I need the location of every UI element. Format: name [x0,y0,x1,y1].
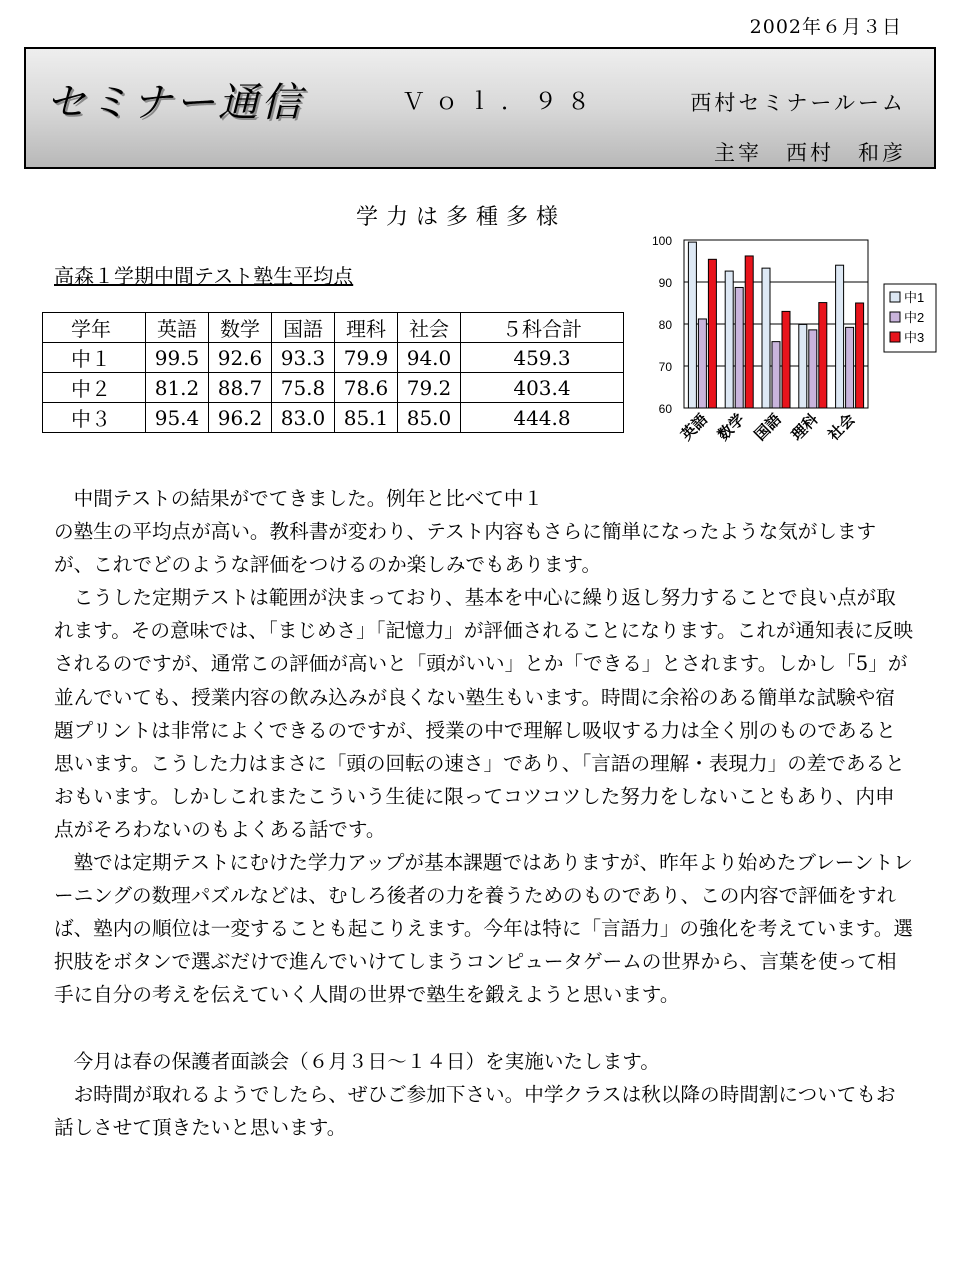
table-header-cell: 理科 [335,313,398,343]
volume-number: Ｖｏｌ．９８ [402,89,600,115]
table-cell: 79.9 [335,343,398,373]
bar [772,342,780,408]
table-cell: 93.3 [272,343,335,373]
y-tick-label: 80 [658,318,672,332]
table-header-cell: 社会 [398,313,461,343]
table-header-row [43,313,624,343]
paragraph: 塾では定期テストにむけた学力アップが基本課題ではありますが、昨年より始めたブレーントレーニングの数理パズルなどは、むしろ後者の力を養うためのものであり、この内容で評価をすれば、塾内の順位は一変することも起こりえます。今年は特に「言語力」の強化を考えています。選択肢をボタンで選ぶだけで進んでいけてしまうコンピュータゲームの世界から、言葉を使って相手に自分の考えを伝えていく人間の世界で塾生を鍛えようと思います。 [54,851,913,1007]
table-cell: 95.4 [146,403,209,433]
table-row [43,343,624,373]
table-cell: 85.1 [335,403,398,433]
legend-label: 中3 [904,330,925,345]
legend-label: 中1 [904,290,925,305]
paragraph: 今月は春の保護者面談会（６月３日～１４日）を実施いたします。 [73,1049,660,1073]
y-tick-label: 60 [658,402,672,416]
bar [688,242,696,408]
table-cell: 88.7 [209,373,272,403]
table-cell: 75.8 [272,373,335,403]
bar [762,268,770,408]
bar [698,319,706,408]
y-tick-label: 90 [658,276,672,290]
x-tick-label: 社会 [825,410,859,445]
table-cell: 92.6 [209,343,272,373]
bar [782,311,790,408]
table-cell: 78.6 [335,373,398,403]
article-title: 学力は多種多様 [356,205,567,230]
y-tick-label: 100 [651,234,672,248]
bar [725,271,733,408]
table-cell: 中２ [43,373,146,403]
bar [856,303,864,408]
table-header-cell: 数学 [209,313,272,343]
legend-swatch [890,332,900,342]
organization-name: 西村セミナールーム [690,91,906,115]
bar [809,330,817,408]
table-cell: 中１ [43,343,146,373]
issue-date: 2002年６月３日 [749,16,902,38]
table-cell: 444.8 [461,403,624,433]
table-cell: 94.0 [398,343,461,373]
y-tick-label: 70 [658,360,672,374]
paragraph: の塾生の平均点が高い。教科書が変わり、テスト内容もさらに簡単になったような気がしますが、これでどのような評価をつけるのか楽しみでもあります。 [54,520,877,577]
table-header-cell: 学年 [43,313,146,343]
table-cell: 403.4 [461,373,624,403]
table-cell: 85.0 [398,403,461,433]
paragraph: お時間が取れるようでしたら、ぜひご参加下さい。中学クラスは秋以降の時間割についてもお話しさせて頂きたいと思います。 [54,1082,896,1139]
bar [799,324,807,408]
x-tick-label: 理科 [788,410,822,445]
bar [846,327,854,408]
table-header-cell: 国語 [272,313,335,343]
paragraph: こうした定期テストは範囲が決まっており、基本を中心に繰り返し努力することで良い点が取れます。その意味では、「まじめさ」「記憶力」が評価されることになります。これが通知表に反映されるのですが、通常この評価が高いと「頭がいい」とか「できる」とされます。しかし「5」が並んでいても、授業内容の飲み込みが良くない塾生もいます。時間に余裕のある簡単な試験や宿題プリントは非常によくできるのですが、授業の中で理解し吸収する力は全く別のものであると思います。こうした力はまさに「頭の回転の速さ」であり、「言語の理解・表現力」の差であるとおもいます。しかしこれまたこういう生徒に限ってコツコツした努力をしないこともあり、内申点がそろわないのもよくある話です。 [54,586,913,841]
x-tick-label: 英語 [677,410,712,445]
table-cell: 中３ [43,403,146,433]
bar [836,265,844,408]
legend-label: 中2 [904,310,925,325]
article-body [54,482,914,1144]
x-tick-label: 数学 [714,410,749,445]
table-cell: 79.2 [398,373,461,403]
author-name: 主宰 西村 和彦 [714,141,906,165]
x-tick-label: 国語 [751,410,785,445]
paragraph-gap [54,1012,914,1045]
table-header-cell: 英語 [146,313,209,343]
table-row [43,403,624,433]
bar [735,287,743,408]
table-caption: 高森１学期中間テスト塾生平均点 [54,264,354,288]
score-table [42,312,624,433]
bar [819,303,827,408]
bar [708,259,716,408]
bar [745,256,753,408]
newsletter-header [24,47,936,169]
table-cell: 81.2 [146,373,209,403]
table-row [43,373,624,403]
table-cell: 99.5 [146,343,209,373]
table-cell: 96.2 [209,403,272,433]
table-cell: 83.0 [272,403,335,433]
legend-swatch [890,312,900,322]
legend-swatch [890,292,900,302]
table-header-cell: ５科合計 [461,313,624,343]
table-cell: 459.3 [461,343,624,373]
score-bar-chart [640,228,940,468]
paragraph: 中間テストの結果がでてきました。例年と比べて中１ [73,487,544,510]
newsletter-title: セミナー通信 [46,80,304,126]
